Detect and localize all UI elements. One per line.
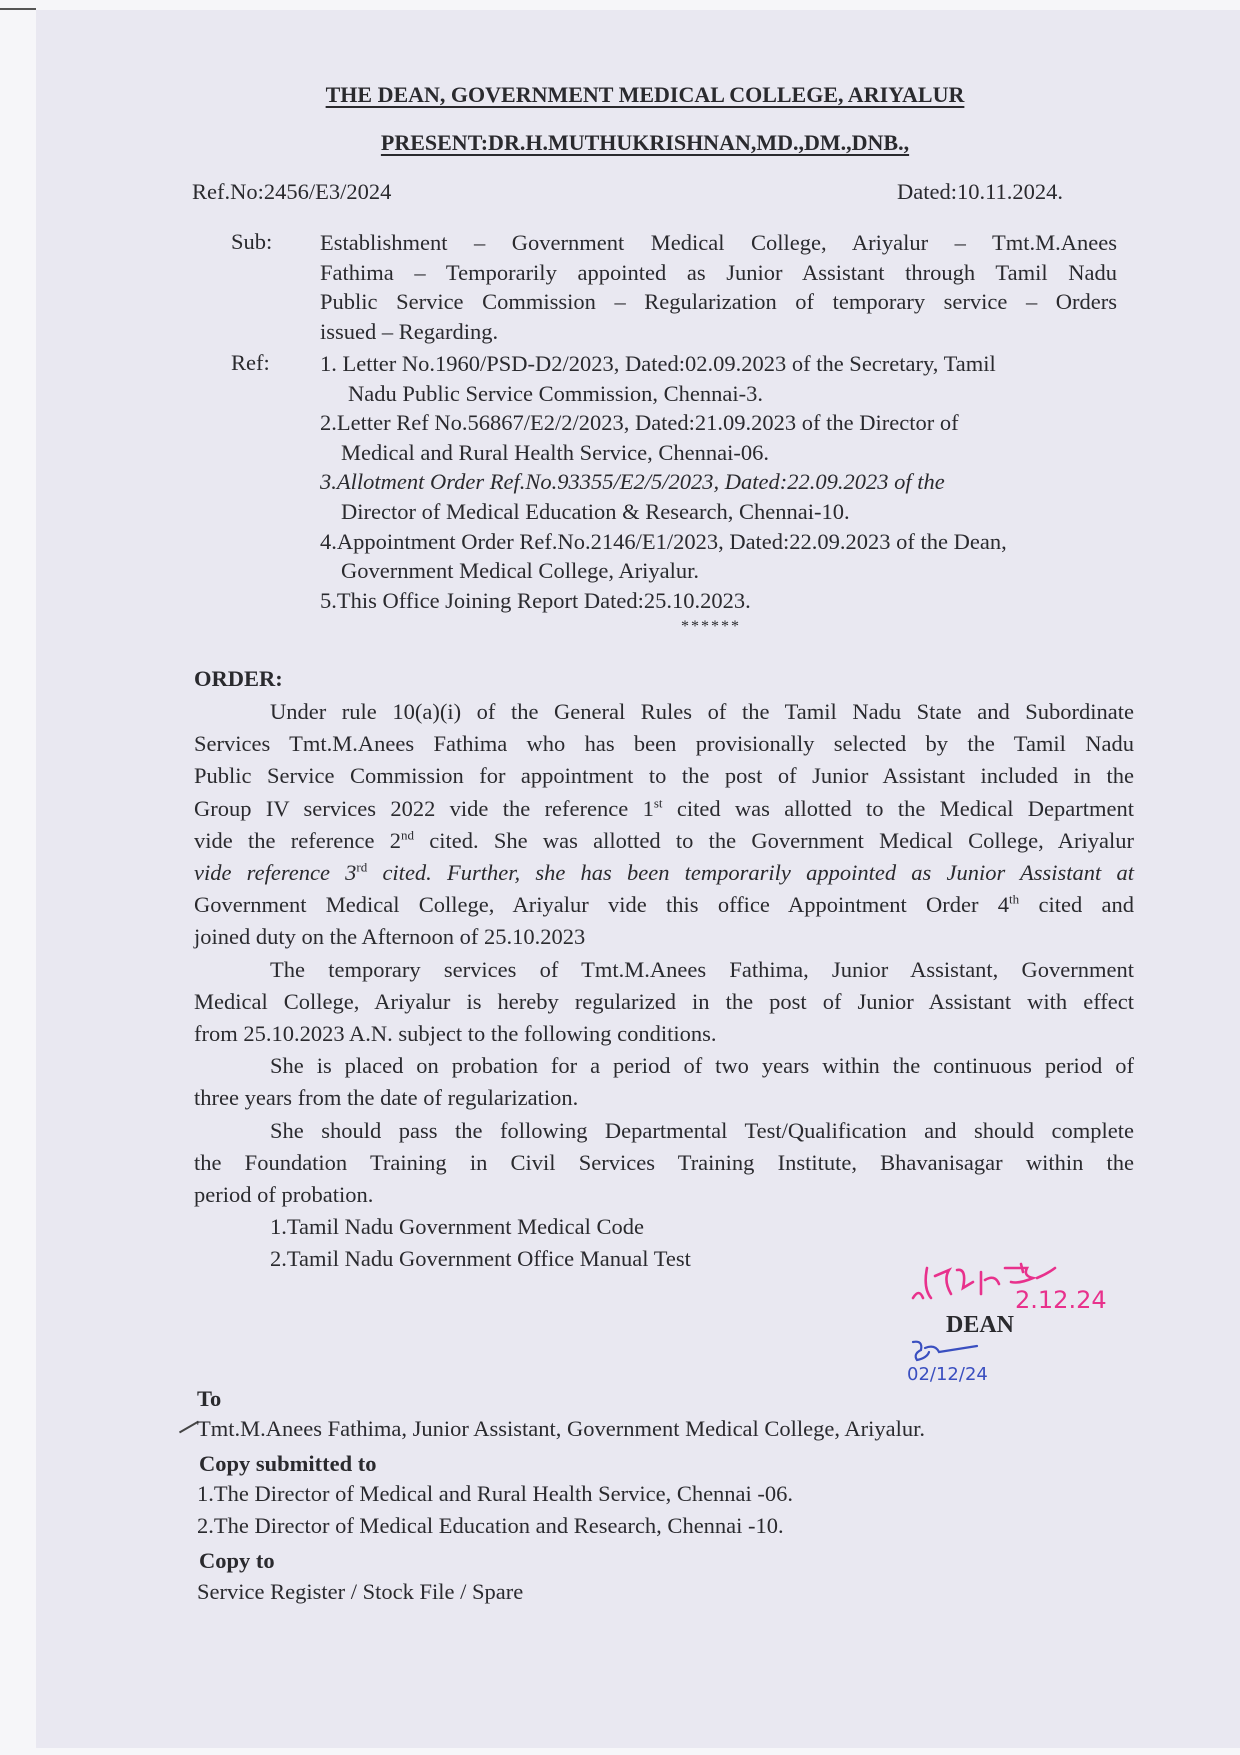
order-line (194, 696, 1134, 728)
text-run: three years from the date of regularization. (194, 1085, 579, 1111)
copy-to-list: Service Register / Stock File / Spare (197, 1579, 524, 1604)
reference-line: 3.Allotment Order Ref.No.93355/E2/5/2023, Dated:22.09.2023 of the (320, 469, 945, 495)
separator: ****** (681, 618, 741, 635)
text-run: joined duty on the Afternoon of 25.10.2023 (194, 924, 586, 950)
order-line (194, 793, 1134, 825)
order-line (194, 1115, 1134, 1147)
text-run: She should pass the following Departmental Test/Qualification and should complete (270, 1117, 1134, 1143)
order-line (194, 1082, 1134, 1114)
reference-line: Medical and Rural Health Service, Chennai-06. (341, 439, 769, 465)
copy-submitted-item: 1.The Director of Medical and Rural Health Service, Chennai -06. (197, 1481, 794, 1506)
reference-line: 4.Appointment Order Ref.No.2146/E1/2023, Dated:22.09.2023 of the Dean, (320, 528, 1007, 554)
present-officer: PRESENT:DR.H.MUTHUKRISHNAN,MD.,DM.,DNB., (380, 130, 910, 155)
order-heading: ORDER: (194, 666, 283, 691)
test-item: 2.Tamil Nadu Government Office Manual Test (270, 1246, 691, 1272)
copy-to-label: Copy to (199, 1548, 275, 1573)
copy-submitted-item: 2.The Director of Medical Education and Research, Chennai -10. (197, 1513, 784, 1538)
references-list (320, 349, 1120, 615)
initials-date: 02/12/24 (907, 1364, 988, 1384)
reference-line: 5.This Office Joining Report Dated:25.10.2023. (320, 587, 751, 613)
subject-line: Fathima – Temporarily appointed as Junior Assistant through Tamil Nadu (320, 259, 1117, 285)
reference-line: 2.Letter Ref No.56867/E2/2/2023, Dated:21.09.2023 of the Director of (320, 410, 959, 436)
dean-signature (905, 1258, 1145, 1314)
order-line (194, 825, 1134, 857)
order-line (194, 728, 1134, 760)
signature-date: 2.12.24 (1015, 1286, 1107, 1314)
initials-stamp (905, 1338, 1015, 1384)
order-line (194, 1050, 1134, 1082)
reference-line: 1. Letter No.1960/PSD-D2/2023, Dated:02.09.2023 of the Secretary, Tamil (320, 351, 996, 376)
copy-submitted-label: Copy submitted to (199, 1451, 377, 1476)
text-run: cited and (1019, 892, 1134, 918)
ordinal-suffix: st (653, 795, 663, 811)
subject-line: Establishment – Government Medical College, Ariyalur – Tmt.M.Anees (320, 230, 1117, 255)
text-run: from 25.10.2023 A.N. subject to the following conditions. (194, 1021, 717, 1047)
references-label: Ref: (231, 350, 270, 375)
subject-line: Public Service Commission – Regularization of temporary service – Orders (320, 289, 1117, 315)
ordinal-suffix: th (1009, 891, 1020, 907)
text-run: cited was allotted to the Medical Department (662, 795, 1134, 821)
text-run: cited. She was allotted to the Government Medical College, Ariyalur (413, 827, 1134, 853)
order-line (194, 1179, 1134, 1211)
document-title: THE DEAN, GOVERNMENT MEDICAL COLLEGE, ARIYALUR (325, 82, 965, 107)
designation-dean: DEAN (946, 1312, 1015, 1338)
order-line (194, 760, 1134, 792)
subject-line: issued – Regarding. (320, 319, 499, 345)
order-body (194, 696, 1134, 1276)
addressee: Tmt.M.Anees Fathima, Junior Assistant, Government Medical College, Ariyalur. (197, 1416, 926, 1441)
text-run: The temporary services of Tmt.M.Anees Fathima, Junior Assistant, Government (270, 956, 1134, 982)
order-date: Dated:10.11.2024. (896, 179, 1063, 204)
reference-line: Director of Medical Education & Research, Chennai-10. (341, 498, 850, 524)
reference-line: Government Medical College, Ariyalur. (341, 558, 700, 584)
test-item: 1.Tamil Nadu Government Medical Code (270, 1214, 644, 1240)
ordinal-suffix: nd (400, 827, 414, 843)
text-run: vide the reference 2 (194, 827, 401, 853)
order-line (194, 1018, 1134, 1050)
order-line (194, 954, 1134, 986)
to-label: To (197, 1386, 222, 1411)
order-line (194, 921, 1134, 953)
subject-text (320, 228, 1117, 347)
reference-line: Nadu Public Service Commission, Chennai-3. (348, 380, 763, 406)
text-run: cited. Further, she has been temporarily appointed as Junior Assistant at (367, 860, 1134, 886)
text-run: vide reference 3 (194, 860, 357, 886)
order-line (194, 986, 1134, 1018)
text-run: Medical College, Ariyalur is hereby regularized in the post of Junior Assistant with effect (194, 988, 1134, 1014)
text-run: Services Tmt.M.Anees Fathima who has been provisionally selected by the Tamil Nadu (194, 731, 1134, 757)
order-line (194, 889, 1134, 921)
text-run: She is placed on probation for a period of two years within the continuous period of (270, 1053, 1134, 1079)
subject-label: Sub: (231, 229, 273, 254)
text-run: the Foundation Training in Civil Services Training Institute, Bhavanisagar within the (194, 1149, 1134, 1175)
order-line (194, 857, 1134, 889)
ordinal-suffix: rd (356, 859, 368, 875)
text-run: Group IV services 2022 vide the reference 1 (194, 795, 654, 821)
text-run: Government Medical College, Ariyalur vide this office Appointment Order 4 (194, 892, 1010, 918)
text-run: Public Service Commission for appointment to the post of Junior Assistant included in the (194, 763, 1134, 789)
text-run: Under rule 10(a)(i) of the General Rules of the Tamil Nadu State and Subordinate (270, 699, 1134, 724)
order-line (194, 1147, 1134, 1179)
scan-edge (0, 8, 36, 10)
reference-number: Ref.No:2456/E3/2024 (192, 179, 392, 204)
text-run: period of probation. (194, 1182, 374, 1208)
